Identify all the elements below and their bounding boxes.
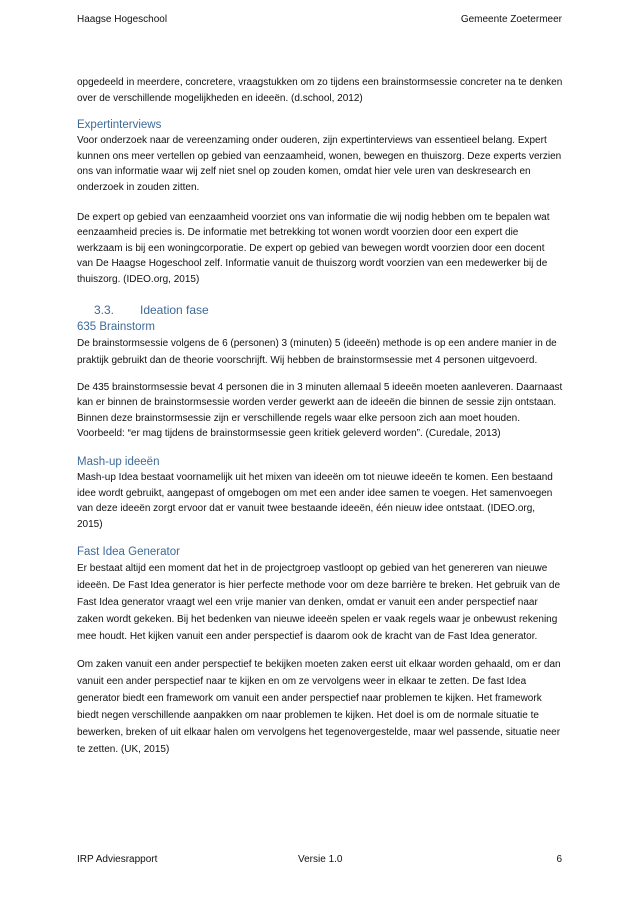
footer-left: IRP Adviesrapport bbox=[77, 854, 158, 865]
brainstorm-paragraph-1: De brainstormsessie volgens de 6 (personen) 3 (minuten) 5 (ideeën) methode is op een andere manier in de praktijk gebruikt dan de theorie voorschrijft. Wij hebben de brainstormsessie met 4 personen uitgevoerd. bbox=[77, 337, 557, 366]
page-body bbox=[77, 75, 563, 766]
page-number: 6 bbox=[556, 854, 562, 865]
header-left: Haagse Hogeschool bbox=[77, 14, 168, 25]
section-heading bbox=[77, 302, 563, 319]
fast-idea-paragraph-2: Om zaken vanuit een ander perspectief te bekijken moeten zaken eerst uit elkaar worden gehaald, om er dan vanuit een ander perspectief naar te kijken en om ze vervolgens weer in elkaar te zetten. De fast Idea generator biedt een framework om vanuit een ander perspectief naar problemen te kijken. Het framework biedt negen verschillende aanpakken om naar problemen te kijken. Het doel is om de normale situatie te bewerken, breken of uit elkaar halen om vervolgens het tegenovergestelde, maar wel passende, situatie neer te zetten. (UK, 2015) bbox=[77, 659, 561, 756]
fast-idea-paragraph-1: Er bestaat altijd een moment dat het in de projectgroep vastloopt op gebied van het genereren van nieuwe ideeën. De Fast Idea generator is hier perfecte methode voor om deze barrière te breken. Het gebruik van de Fast Idea generator vraagt wel een vrije manier van denken, omdat er vanuit een ander perspectief naar zaken wordt gekeken. Bij het bedenken van nieuwe ideeën spelen er vaak regels waar je onbewust rekening mee houdt. Het kijken vanuit een ander perspectief is daarom ook de kracht van de Fast Idea generator. bbox=[77, 563, 561, 643]
fast-idea-heading: Fast Idea Generator bbox=[77, 546, 180, 559]
expert-paragraph-2: De expert op gebied van eenzaamheid voorziet ons van informatie die wij nodig hebben om te bepalen wat eenzaamheid precies is. De informatie met betrekking tot wonen wordt voorzien door een expert die werkzaam is bij een woningcorporatie. De expert op gebied van bewegen wordt voorzien door een docent van De Haagse Hogeschool zelf. Informatie vanuit de thuiszorg wordt voorzien van een medewerker bij de thuiszorg. (IDEO.org, 2015) bbox=[77, 211, 550, 285]
footer-version: Versie 1.0 bbox=[298, 854, 343, 865]
section-number: 3.3. bbox=[94, 302, 115, 317]
header-right: Gemeente Zoetermeer bbox=[460, 14, 562, 25]
section-title: Ideation fase bbox=[140, 302, 209, 317]
intro-paragraph: opgedeeld in meerdere, concretere, vraagstukken om zo tijdens een brainstormsessie concreter na te denken over de verschillende mogelijkheden en ideeën. (d.school, 2012) bbox=[77, 77, 563, 104]
expert-paragraph-1: Voor onderzoek naar de vereenzaming onder ouderen, zijn expertinterviews van essentieel belang. Expert kunnen ons meer vertellen op gebied van eenzaamheid, wonen, bewegen en thuiszorg. Deze experts verzien ons van informatie waar wij zelf niet snel op zouden komen, omdat hier vele uren van deskresearch en onderzoek in zouden zitten. bbox=[77, 135, 562, 193]
brainstorm-paragraph-2: De 435 brainstormsessie bevat 4 personen die in 3 minuten allemaal 5 ideeën moeten aanleveren. Daarnaast kan er binnen de brainstormsessie worden verder gewerkt aan de ideeën die binnen de sessie zijn ontstaan. Binnen deze brainstormsessie zijn er verschillende regels waar elke persoon zich aan moet houden. Voorbeeld: “er mag tijdens de brainstormsessie geen kritiek geleverd worden”. (Curedale, 2013) bbox=[77, 381, 563, 440]
brainstorm-heading: 635 Brainstorm bbox=[77, 320, 155, 333]
expertinterviews-heading: Expertinterviews bbox=[77, 119, 162, 132]
mashup-heading: Mash-up ideeën bbox=[77, 455, 160, 468]
mashup-paragraph: Mash-up Idea bestaat voornamelijk uit het mixen van ideeën om tot nieuwe ideeën te komen. Een bestaand idee wordt gebruikt, aangepast of omgebogen om met een ander idee samen te voegen. Het samenvoegen van deze ideeën zorgt ervoor dat er vanuit twee bestaande ideeën, één nieuw idee ontstaat. (IDEO.org, 2015) bbox=[77, 471, 553, 530]
